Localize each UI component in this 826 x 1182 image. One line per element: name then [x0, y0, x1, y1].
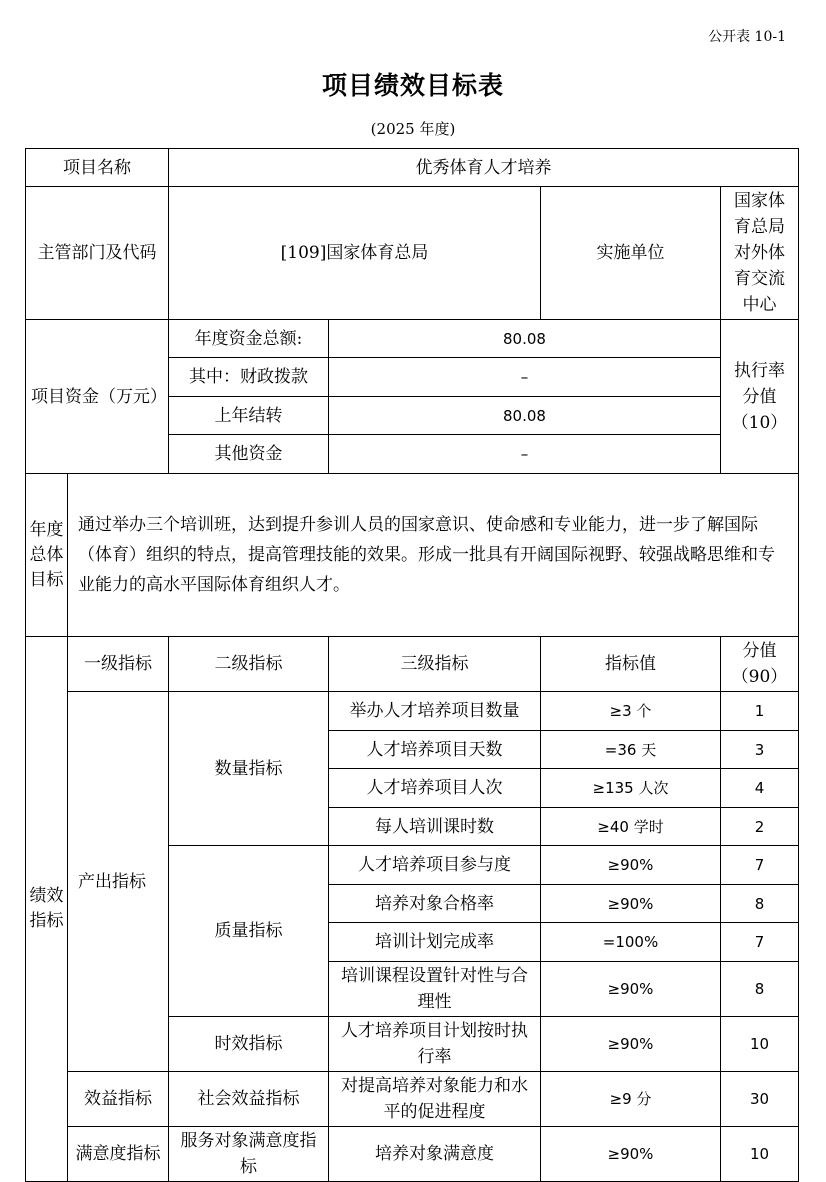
header-value: 指标值 — [541, 637, 721, 692]
indicator-name: 人才培养项目参与度 — [329, 846, 541, 885]
funds-total-label: 年度资金总额: — [169, 320, 329, 358]
indicator-name: 培养对象合格率 — [329, 885, 541, 923]
timeliness-indicator-label: 时效指标 — [169, 1017, 329, 1072]
social-benefit-label: 社会效益指标 — [169, 1072, 329, 1127]
indicator-value: =36 天 — [541, 731, 721, 769]
indicator-score: 7 — [721, 846, 799, 885]
impl-unit-value: 国家体育总局对外体育交流中心 — [721, 187, 799, 320]
annual-goal-label: 年度总体目标 — [26, 474, 68, 637]
indicator-name: 培训计划完成率 — [329, 923, 541, 962]
indicator-value: ≥90% — [541, 1127, 721, 1182]
quality-indicator-label: 质量指标 — [169, 846, 329, 1017]
funds-other-value: – — [329, 435, 721, 474]
performance-table — [25, 148, 799, 1182]
indicator-score: 8 — [721, 962, 799, 1017]
indicator-score: 7 — [721, 923, 799, 962]
indicator-score: 3 — [721, 731, 799, 769]
indicator-name: 人才培养项目人次 — [329, 769, 541, 808]
indicator-value: ≥40 学时 — [541, 808, 721, 846]
annual-goal-text: 通过举办三个培训班，达到提升参训人员的国家意识、使命感和专业能力，进一步了解国际（体育）组织的特点，提高管理技能的效果。形成一批具有开阔国际视野、较强战略思维和专业能力的高水平国际体育组织人才。 — [68, 474, 799, 637]
indicator-name: 每人培训课时数 — [329, 808, 541, 846]
impl-unit-label: 实施单位 — [541, 187, 721, 320]
benefit-indicator-label: 效益指标 — [68, 1072, 169, 1127]
indicator-value: ≥90% — [541, 885, 721, 923]
report-year: (2025 年度) — [370, 120, 456, 138]
funds-total-value: 80.08 — [329, 320, 721, 358]
indicator-value: ≥9 分 — [541, 1072, 721, 1127]
project-name-label: 项目名称 — [26, 149, 169, 187]
indicator-name: 人才培养项目计划按时执行率 — [329, 1017, 541, 1072]
header-level1: 一级指标 — [68, 637, 169, 692]
indicator-value: ≥90% — [541, 1017, 721, 1072]
form-number: 公开表 10-1 — [708, 29, 786, 45]
indicator-score: 1 — [721, 692, 799, 731]
indicator-value: =100% — [541, 923, 721, 962]
service-satisfaction-label: 服务对象满意度指标 — [169, 1127, 329, 1182]
indicator-score: 4 — [721, 769, 799, 808]
indicator-name: 举办人才培养项目数量 — [329, 692, 541, 731]
indicator-value: ≥3 个 — [541, 692, 721, 731]
indicator-value: ≥135 人次 — [541, 769, 721, 808]
indicator-name: 培训课程设置针对性与合理性 — [329, 962, 541, 1017]
indicator-score: 2 — [721, 808, 799, 846]
page-title: 项目绩效目标表 — [321, 71, 504, 100]
indicator-score: 30 — [721, 1072, 799, 1127]
dept-label: 主管部门及代码 — [26, 187, 169, 320]
dept-value: [109]国家体育总局 — [169, 187, 541, 320]
funds-fiscal-label: 其中：财政拨款 — [169, 358, 329, 397]
indicator-value: ≥90% — [541, 846, 721, 885]
funds-carryover-value: 80.08 — [329, 397, 721, 435]
quantity-indicator-label: 数量指标 — [169, 692, 329, 846]
indicator-score: 10 — [721, 1017, 799, 1072]
project-name-value: 优秀体育人才培养 — [169, 149, 799, 187]
funds-fiscal-value: – — [329, 358, 721, 397]
indicator-score: 10 — [721, 1127, 799, 1182]
satisfaction-indicator-label: 满意度指标 — [68, 1127, 169, 1182]
indicator-name: 人才培养项目天数 — [329, 731, 541, 769]
indicator-name: 培养对象满意度 — [329, 1127, 541, 1182]
header-score: 分值（90） — [721, 637, 799, 692]
funds-other-label: 其他资金 — [169, 435, 329, 474]
perf-label: 绩效指标 — [26, 637, 68, 1182]
funds-label: 项目资金（万元） — [26, 320, 169, 474]
indicator-score: 8 — [721, 885, 799, 923]
header-level2: 二级指标 — [169, 637, 329, 692]
indicator-value: ≥90% — [541, 962, 721, 1017]
output-indicator-label: 产出指标 — [68, 692, 169, 1072]
indicator-name: 对提高培养对象能力和水平的促进程度 — [329, 1072, 541, 1127]
exec-rate-label: 执行率分值（10） — [721, 320, 799, 474]
funds-carryover-label: 上年结转 — [169, 397, 329, 435]
header-level3: 三级指标 — [329, 637, 541, 692]
